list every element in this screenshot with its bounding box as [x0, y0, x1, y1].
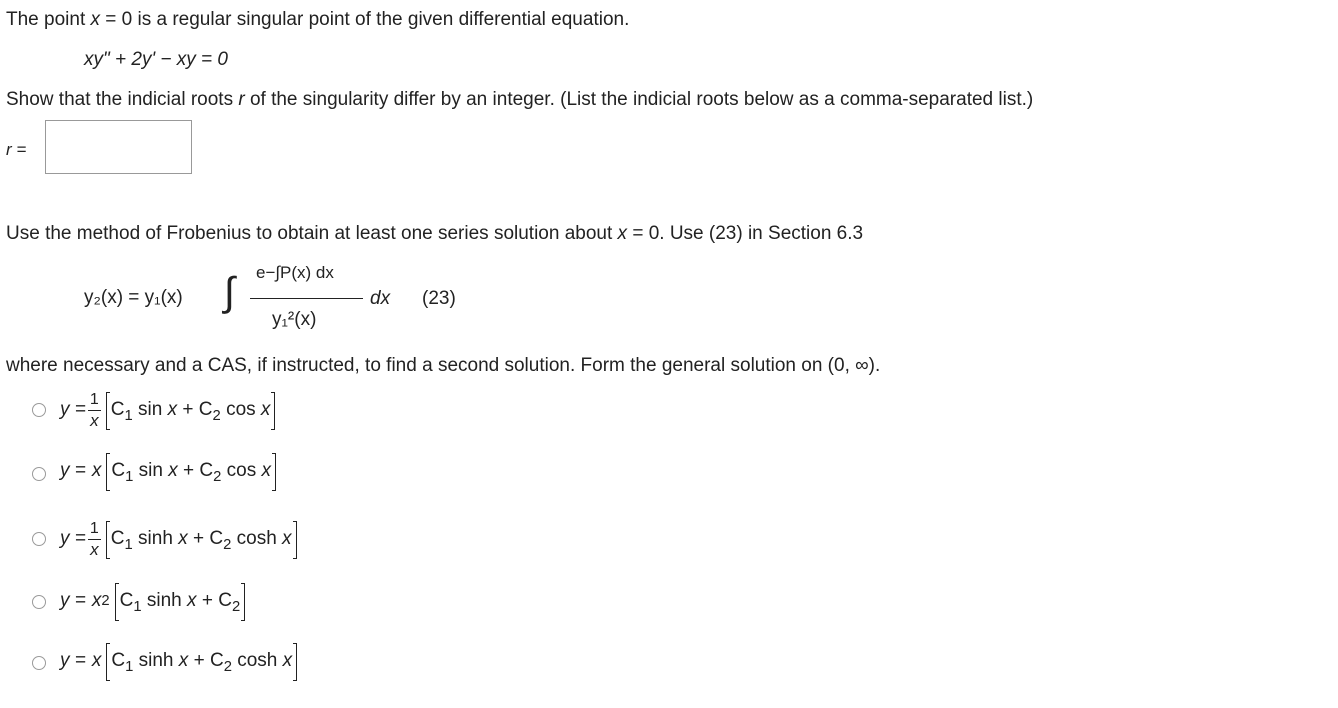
option-2-radio[interactable] — [32, 467, 46, 481]
q1-text: Show that the indicial roots — [6, 89, 239, 110]
opt4-plus: + — [201, 590, 213, 611]
opt5-cosh: cosh — [237, 650, 278, 671]
opt2-cos: cos — [226, 460, 257, 481]
opt3-x2: x — [282, 528, 292, 549]
opt4-sub2: 2 — [231, 599, 241, 616]
opt2-c2: C — [199, 460, 214, 481]
q2-var-x: x — [617, 223, 628, 244]
q1-text-rest: of the singularity differ by an integer. (List the indicial roots below as a comma-separated list.) — [244, 89, 1034, 110]
opt1-c2: C — [198, 399, 213, 420]
option-2-label[interactable] — [60, 441, 275, 501]
opt1-cos: cos — [226, 399, 256, 420]
opt5-x2: x — [282, 650, 293, 671]
opt3-num: 1 — [89, 519, 99, 537]
intro-line — [6, 9, 629, 31]
question-frobenius — [6, 223, 863, 245]
opt5-coef: x — [91, 650, 102, 671]
option-4-label[interactable]: y = x 2 $C_1$ $\sinh x + C_2$ — [60, 571, 244, 631]
opt3-c1: C — [110, 528, 125, 549]
intro-text: The point — [6, 9, 91, 30]
opt5-c1: C — [111, 650, 126, 671]
opt5-sinh: sinh — [138, 650, 174, 671]
option-1-radio[interactable] — [32, 403, 46, 417]
opt5-c2: C — [209, 650, 224, 671]
opt3-plus: + — [192, 528, 205, 549]
intro-text-rest: = 0 is a regular singular point of the given differential equation. — [100, 9, 630, 30]
differential-equation: xy" + 2y' − xy = 0 — [84, 49, 228, 70]
opt3-y: y = — [60, 528, 86, 549]
opt1-x2: x — [260, 399, 271, 420]
option-4-radio[interactable] — [32, 595, 46, 609]
opt5-plus: + — [193, 650, 205, 671]
formula-denominator: y₁²(x) — [272, 309, 317, 330]
opt3-bracket — [107, 521, 296, 557]
integral-sign: ∫ — [224, 270, 235, 314]
q1-var-r: r — [238, 89, 245, 110]
opt4-sub1: 1 — [133, 599, 142, 616]
opt5-sub2: 2 — [223, 659, 232, 676]
formula-lhs: y₂(x) = y₁(x) — [84, 287, 183, 308]
opt2-plus: + — [183, 460, 195, 481]
opt1-x1: x — [167, 399, 178, 420]
opt5-x1: x — [178, 650, 189, 671]
intro-var-x: x — [90, 9, 100, 30]
formula-dx: dx — [370, 288, 391, 309]
opt2-x2: x — [261, 460, 272, 481]
opt2-sub2: 2 — [213, 469, 222, 486]
option-3-label[interactable] — [60, 509, 296, 569]
opt2-sin: sin — [138, 460, 163, 481]
q2-text-rest: = 0. Use (23) in Section 6.3 — [627, 223, 864, 244]
opt4-coef: x — [91, 590, 102, 611]
opt1-plus: + — [182, 399, 194, 420]
opt1-num: 1 — [89, 390, 99, 408]
opt3-sub1: 1 — [124, 537, 133, 554]
option-5-label[interactable] — [60, 631, 296, 691]
opt3-den: x — [90, 539, 99, 559]
opt3-fraction — [88, 521, 101, 558]
formula-tag: (23) — [422, 288, 456, 309]
opt2-y: y = — [60, 460, 86, 481]
opt4-x1: x — [187, 590, 197, 611]
opt1-den: x — [90, 410, 99, 430]
question-indicial-roots — [6, 89, 1033, 111]
opt1-sin: sin — [138, 399, 163, 420]
opt1-sub1: 1 — [124, 408, 133, 425]
opt5-sub1: 1 — [125, 659, 134, 676]
q2-text: Use the method of Frobenius to obtain at least one series solution about — [6, 223, 618, 244]
option-1-label[interactable] — [60, 380, 274, 440]
fraction-bar — [250, 298, 363, 299]
opt1-sub2: 2 — [212, 408, 221, 425]
opt3-sinh: sinh — [138, 528, 173, 549]
opt1-y: y = — [60, 399, 86, 420]
opt3-x1: x — [178, 528, 188, 549]
opt4-bracket — [116, 583, 245, 619]
answer-label: r = — [6, 140, 27, 159]
opt4-sinh: sinh — [146, 590, 182, 611]
opt1-bracket — [107, 392, 275, 428]
opt3-sub2: 2 — [223, 537, 232, 554]
opt2-c1: C — [111, 460, 126, 481]
opt2-bracket — [107, 453, 275, 489]
opt4-c1: C — [119, 590, 134, 611]
opt1-c1: C — [110, 399, 125, 420]
option-3-radio[interactable] — [32, 532, 46, 546]
opt2-sub1: 1 — [125, 469, 134, 486]
opt4-y: y = — [60, 590, 86, 611]
opt1-fraction — [88, 392, 101, 429]
opt5-y: y = — [60, 650, 86, 671]
instruction-general-solution: where necessary and a CAS, if instructed, to find a second solution. Form the general solution on (0, ∞). — [6, 355, 881, 376]
option-5-radio[interactable] — [32, 656, 46, 670]
opt5-bracket — [107, 643, 296, 679]
indicial-roots-input[interactable] — [45, 120, 192, 174]
opt3-c2: C — [209, 528, 224, 549]
opt2-coef: x — [91, 460, 102, 481]
opt3-cosh: cosh — [236, 528, 277, 549]
formula-numerator: e−∫P(x) dx — [256, 263, 334, 282]
opt2-x1: x — [168, 460, 178, 481]
opt4-c2: C — [218, 590, 232, 611]
